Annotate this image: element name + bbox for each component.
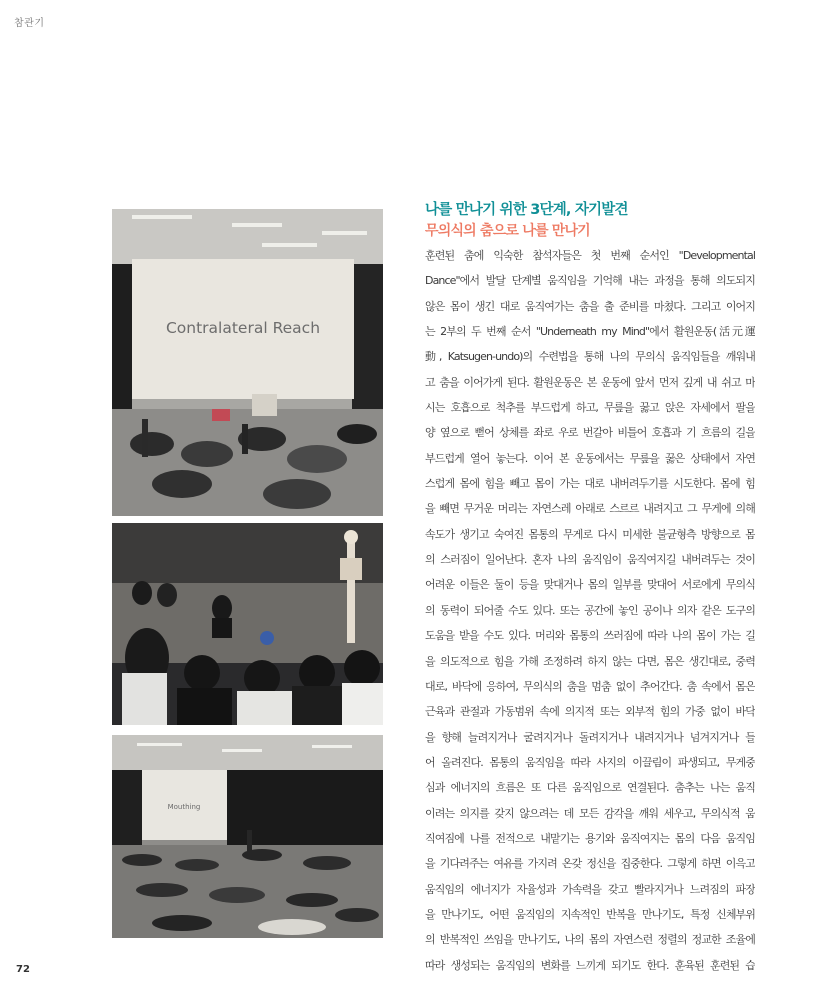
- body-line: 을 기다려주는 여유를 가지려 온갖 정신을 집중한다. 그렇게 하면 이윽고: [425, 857, 755, 871]
- body-line: 대로, 바닥에 응하여, 무의식의 춤을 멈춤 없이 추어간다. 춤 속에서 몸은: [425, 679, 755, 693]
- projection-caption: Contralateral Reach: [165, 319, 321, 337]
- body-line: 속도가 생기고 숙여진 몸통의 무게로 다시 미세한 불균형측 방향으로 몸: [425, 527, 755, 541]
- body-line: 시는 호흡으로 척추를 부드럽게 하고, 무릎을 꿇고 앉은 자세에서 팔을: [425, 401, 755, 415]
- body-line: 도움을 받을 수도 있다. 머리와 몸통의 쓰러짐에 따라 나의 몸이 가는 길: [425, 629, 755, 643]
- body-line: 動, Katsugen-undo)의 수련법을 통해 나의 무의식 움직임들을 깨워내: [425, 350, 755, 364]
- body-line: 는 2부의 두 번째 순서 "Underneath my Mind"에서 활원운동(活元運: [425, 325, 755, 339]
- body-line: 의 스러짐이 일어난다. 혼자 나의 움직임이 움직여지길 내버려두는 것이: [425, 553, 755, 567]
- body-line: 의 동력이 되어줄 수도 있다. 또는 공간에 놓인 공이나 의자 같은 도구의: [425, 603, 755, 617]
- body-line: 따라 생성되는 움직임의 변화를 느끼게 되기도 한다. 훈육된 훈련된 습: [425, 958, 755, 972]
- article-body: [425, 243, 755, 978]
- body-line: 심과 에너지의 흐름은 또 다른 움직임으로 연결된다. 춤추는 나는 움직: [425, 781, 755, 795]
- article-subtitle: 무의식의 춤으로 나를 만나기: [425, 223, 590, 239]
- body-line: 움직임의 에너지가 자율성과 가속력을 갖고 빨라지거나 느려짐의 파장: [425, 882, 755, 896]
- article-title: 나를 만나기 위한 3단계, 자기발견: [425, 202, 628, 218]
- photo-contralateral-reach-image: [112, 209, 383, 516]
- body-line: 부드럽게 열어 놓는다. 이어 본 운동에서는 무릎을 꿇은 상태에서 자연: [425, 451, 755, 465]
- body-line: 직여짐에 나를 전적으로 내맡기는 용기와 움직여지는 몸의 다음 움직임: [425, 831, 755, 845]
- body-line: 양 옆으로 뻗어 상체를 좌로 우로 번갈아 비틀어 호흡과 기 흐름의 길을: [425, 426, 755, 440]
- body-line: Dance"에서 발달 단계별 움직임을 기억해 내는 과정을 통해 의도되지: [425, 274, 755, 288]
- section-tag: 참관기: [14, 18, 45, 29]
- body-line: 을 의도적으로 힘을 가해 조정하려 하지 않는 다면, 몸은 생긴대로, 중력: [425, 654, 755, 668]
- page-number: 72: [16, 964, 30, 975]
- body-line: 을 향해 늘려지거나 굴려지거나 돌려지거나 내려지거나 넘겨지거나 들: [425, 730, 755, 744]
- body-line: 을 빼면 무거운 머리는 자연스레 아래로 스르르 내려지고 그 무게에 의해: [425, 502, 755, 516]
- body-line: 근육과 관절과 가동범위 속에 의지적 또는 외부적 힘의 가중 없이 바닥: [425, 705, 755, 719]
- photo-studio-circle-image: [112, 523, 383, 725]
- body-line: 의 반복적인 쓰임을 만나기도, 나의 몸의 자연스런 정렬의 정교한 조율에: [425, 933, 755, 947]
- photo-contralateral-reach: [112, 209, 383, 516]
- body-line: 고 춤을 이어가게 된다. 활원운동은 본 운동에 앞서 먼저 깊게 내 쉬고 마: [425, 375, 755, 389]
- body-line: 어 올려진다. 몸통의 움직임을 따라 사지의 이끌림이 파생되고, 무게중: [425, 755, 755, 769]
- body-line: 어려운 이들은 둘이 등을 맞대거나 몸의 일부를 맞대어 서로에게 무의식: [425, 578, 755, 592]
- photo-mouthing-image: [112, 735, 383, 938]
- body-line: 스럽게 몸에 힘을 빼고 몸이 가는 대로 내버려두기를 시도한다. 몸에 힘: [425, 477, 755, 491]
- projection-caption: Mouthing: [167, 803, 201, 811]
- photo-studio-circle: [112, 523, 383, 725]
- body-line: 을 만나기도, 어떤 움직임의 지속적인 반복을 만나기도, 특정 신체부위: [425, 907, 755, 921]
- photo-mouthing: [112, 735, 383, 938]
- body-line: 않은 몸이 생긴 대로 움직여가는 춤을 출 준비를 마쳤다. 그리고 이어지: [425, 299, 755, 313]
- body-line: 이려는 의지를 갖지 않으려는 데 모든 감각을 깨워 세우고, 무의식적 움: [425, 806, 755, 820]
- body-line: 훈련된 춤에 익숙한 참석자들은 첫 번째 순서인 "Developmental: [425, 249, 755, 262]
- article: [425, 199, 755, 978]
